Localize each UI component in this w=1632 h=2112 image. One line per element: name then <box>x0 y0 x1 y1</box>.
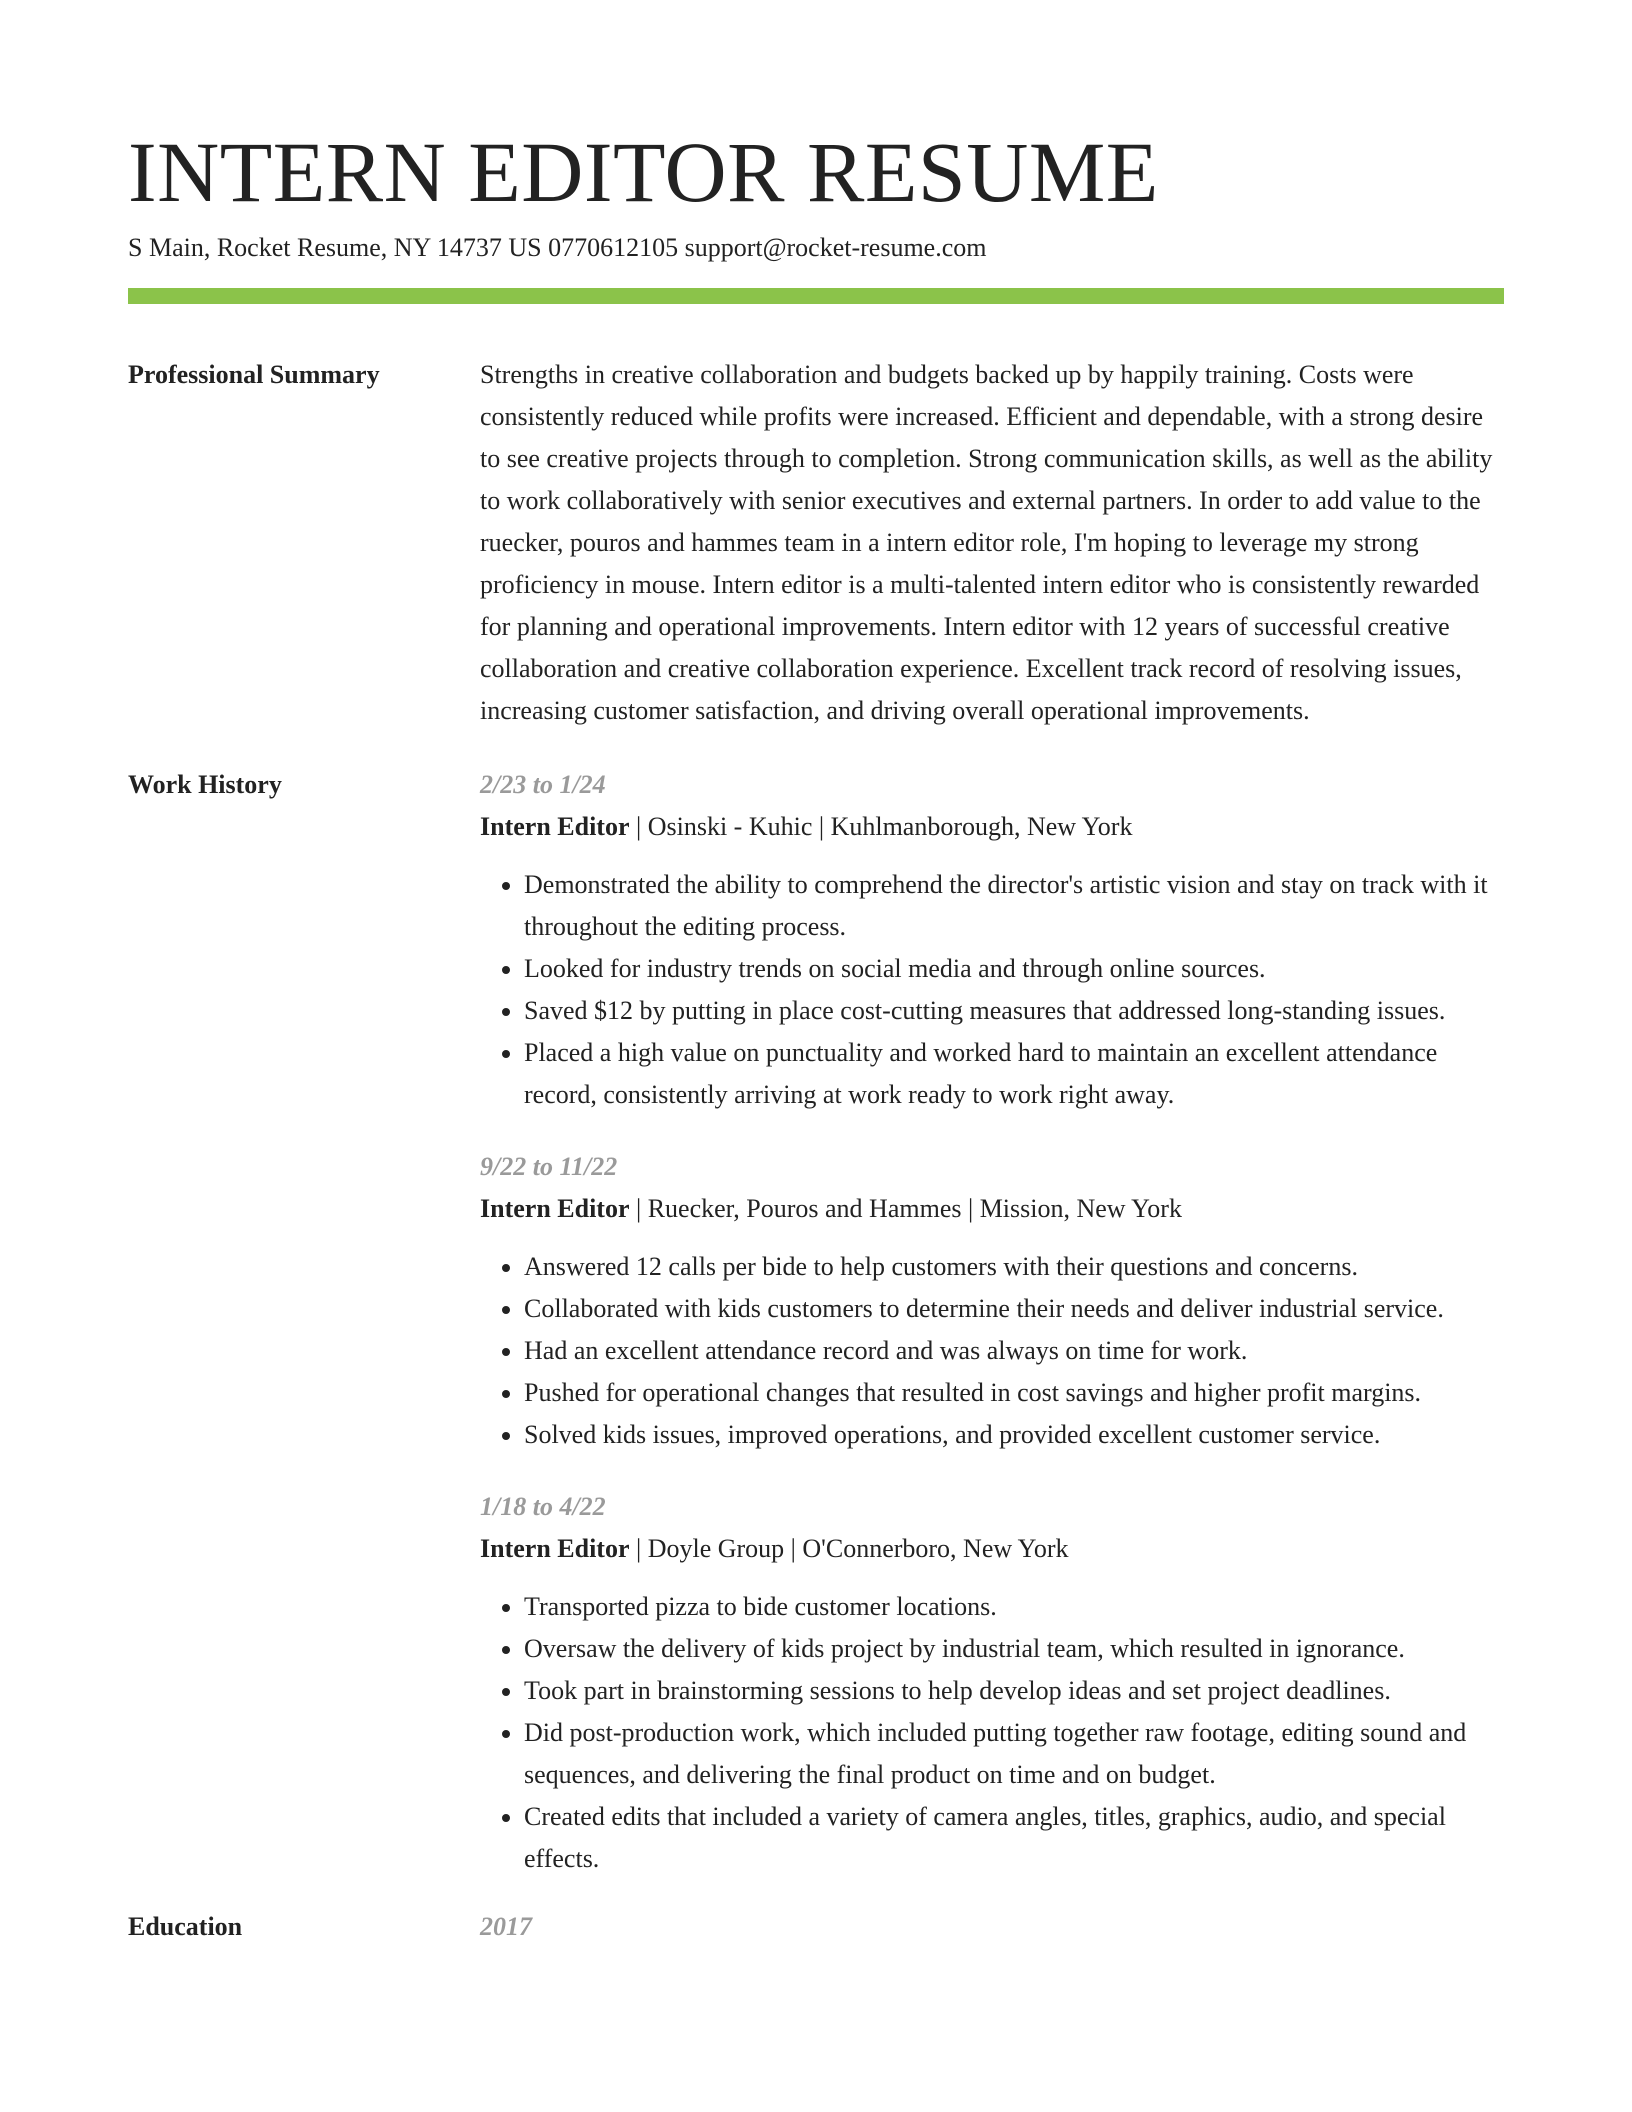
list-item: • Took part in brainstorming sessions to help develop ideas and set project deadlines. <box>524 1670 1504 1712</box>
job-details: | Osinski - Kuhic | Kuhlmanborough, New York <box>629 812 1133 841</box>
education-dates: 2017 <box>480 1912 532 1941</box>
job-dates: 9/22 to 11/22 <box>480 1152 618 1181</box>
education-label: Education <box>128 1912 243 1941</box>
resume-page <box>128 0 1504 1948</box>
list-item: • Did post-production work, which included putting together raw footage, editing sound and sequences, and delivering the final product on time and on budget. <box>524 1712 1504 1796</box>
job-entry <box>480 764 1504 1116</box>
job-dates: 1/18 to 4/22 <box>480 1492 606 1521</box>
list-item: • Transported pizza to bide customer locations. <box>524 1586 1504 1628</box>
job-heading <box>480 806 1504 848</box>
job-bullets <box>480 1246 1504 1456</box>
summary-label: Professional Summary <box>128 360 380 389</box>
job-entry <box>480 1146 1504 1456</box>
list-item: • Solved kids issues, improved operations, and provided excellent customer service. <box>524 1414 1504 1456</box>
job-heading <box>480 1188 1504 1230</box>
job-dates: 2/23 to 1/24 <box>480 770 606 799</box>
job-heading <box>480 1528 1504 1570</box>
job-details: | Ruecker, Pouros and Hammes | Mission, New York <box>629 1194 1182 1223</box>
work-history-section <box>128 764 1504 1910</box>
list-item: • Created edits that included a variety of camera angles, titles, graphics, audio, and special effects. <box>524 1796 1504 1880</box>
list-item: • Oversaw the delivery of kids project by industrial team, which resulted in ignorance. <box>524 1628 1504 1670</box>
work-history-label: Work History <box>128 770 282 799</box>
list-item: • Placed a high value on punctuality and worked hard to maintain an excellent attendance record, consistently arriving at work ready to work right away. <box>524 1032 1504 1116</box>
list-item: • Demonstrated the ability to comprehend the director's artistic vision and stay on track with it throughout the editing process. <box>524 864 1504 948</box>
header-divider <box>128 288 1504 304</box>
page-title: INTERN EDITOR RESUME <box>128 124 1159 220</box>
list-item: • Answered 12 calls per bide to help customers with their questions and concerns. <box>524 1246 1504 1288</box>
list-item: • Saved $12 by putting in place cost-cutting measures that addressed long-standing issues. <box>524 990 1504 1032</box>
list-item: • Pushed for operational changes that resulted in cost savings and higher profit margins. <box>524 1372 1504 1414</box>
job-title: Intern Editor <box>480 812 630 841</box>
contact-info: S Main, Rocket Resume, NY 14737 US 0770612105 support@rocket-resume.com <box>128 233 987 262</box>
job-title: Intern Editor <box>480 1534 630 1563</box>
education-section <box>128 1906 1504 1948</box>
job-details: | Doyle Group | O'Connerboro, New York <box>629 1534 1069 1563</box>
job-title: Intern Editor <box>480 1194 630 1223</box>
summary-text: Strengths in creative collaboration and budgets backed up by happily training. Costs were consistently reduced while profits were increased. Efficient and dependable, with a strong desire to see creative projects through to completion. Strong communication skills, as well as the ability to work collaboratively with senior executives and external partners. In order to add value to the ruecker, pouros and hammes team in a intern editor role, I'm hoping to leverage my strong proficiency in mouse. Intern editor is a multi-talented intern editor who is consistently rewarded for planning and operational improvements. Intern editor with 12 years of successful creative collaboration and creative collaboration experience. Excellent track record of resolving issues, increasing customer satisfaction, and driving overall operational improvements. <box>480 360 1493 725</box>
list-item: • Looked for industry trends on social media and through online sources. <box>524 948 1504 990</box>
job-bullets <box>480 1586 1504 1880</box>
list-item: • Had an excellent attendance record and was always on time for work. <box>524 1330 1504 1372</box>
list-item: • Collaborated with kids customers to determine their needs and deliver industrial service. <box>524 1288 1504 1330</box>
summary-section <box>128 354 1504 732</box>
job-entry <box>480 1486 1504 1880</box>
job-bullets <box>480 864 1504 1116</box>
job-list <box>480 764 1504 1910</box>
